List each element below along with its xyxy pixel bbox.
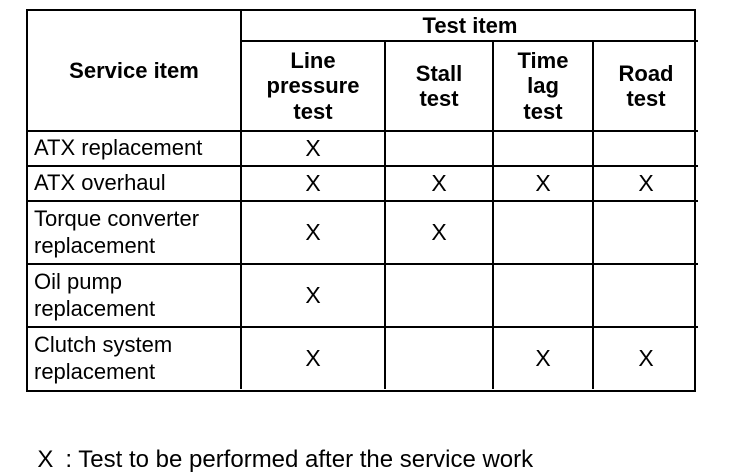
table-cell: X (242, 328, 386, 389)
table-cell: X (242, 167, 386, 202)
table-cell (386, 265, 494, 328)
table-cell: X (242, 265, 386, 328)
row-service-oil-pump: Oil pump replacement (28, 265, 242, 328)
table-cell: X (594, 167, 698, 202)
row-service-torque-converter: Torque converter replacement (28, 202, 242, 265)
legend-symbol: X (37, 446, 54, 473)
row-service-atx-replacement: ATX replacement (28, 132, 242, 167)
table-cell (594, 132, 698, 167)
table-cell (386, 328, 494, 389)
table-cell: X (386, 202, 494, 265)
table-cell (494, 132, 594, 167)
column-header-line-pressure-test: Line pressure test (242, 42, 386, 132)
test-item-header: Test item (242, 11, 698, 42)
row-service-atx-overhaul: ATX overhaul (28, 167, 242, 202)
column-header-road-test: Road test (594, 42, 698, 132)
table-cell (494, 265, 594, 328)
table-cell: X (242, 132, 386, 167)
table-cell (594, 265, 698, 328)
column-header-time-lag-test: Time lag test (494, 42, 594, 132)
row-service-clutch-system: Clutch system replacement (28, 328, 242, 389)
table-cell (594, 202, 698, 265)
table-cell: X (494, 328, 594, 389)
legend-text: : Test to be performed after the service work (65, 446, 534, 473)
table-cell (494, 202, 594, 265)
table-cell: X (386, 167, 494, 202)
column-header-stall-test: Stall test (386, 42, 494, 132)
table-cell: X (494, 167, 594, 202)
service-test-table (26, 9, 696, 392)
table-cell: X (638, 345, 654, 372)
table-cell: X (242, 202, 386, 265)
table-cell (386, 132, 494, 167)
service-item-header: Service item (28, 11, 242, 132)
